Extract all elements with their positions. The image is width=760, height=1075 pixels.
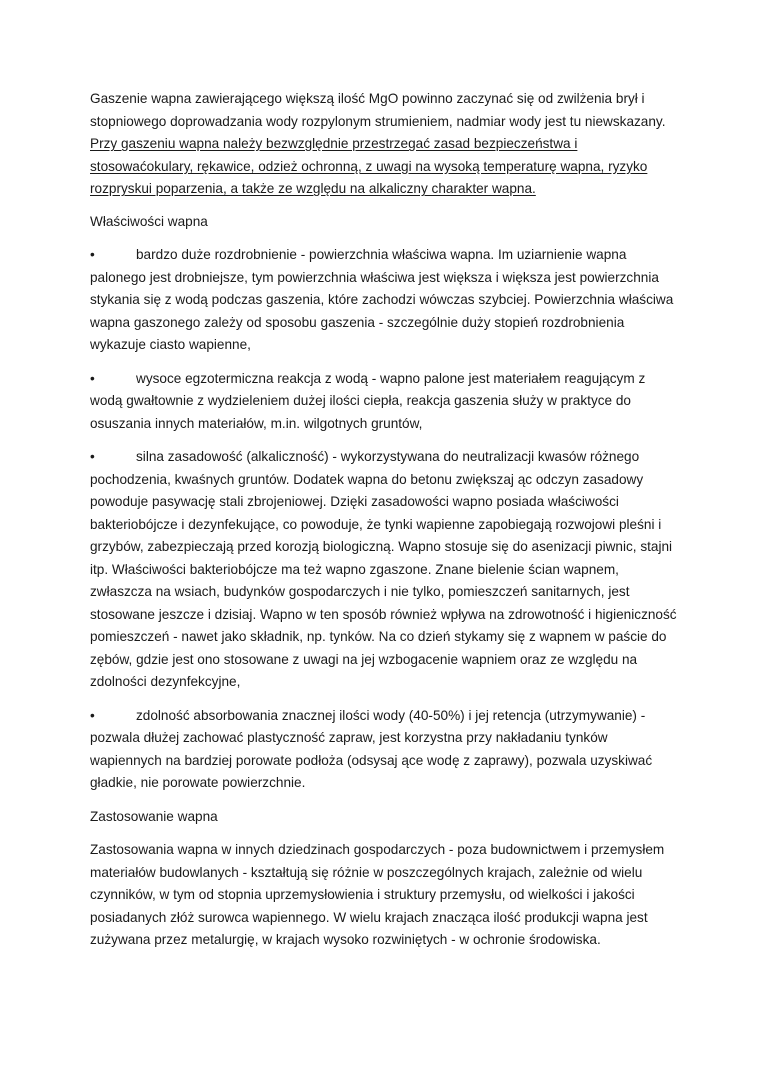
document-page: [90, 88, 680, 952]
bullet-text-3: silna zasadowość (alkaliczność) - wykorzystywana do neutralizacji kwasów różnego pochodzenia, kwaśnych gruntów. Dodatek wapna do betonu zwiększaj ąc odczyn zasadowy powoduje pasywację stali zbrojeniowej. Dzięki zasadowości wapno posiada właściwości bakteriobójcze i dezynfekujące, co powoduje, że tynki wapienne zapobiegają rozwojowi pleśni i grzybów, zabezpieczają przed korozją biologiczną. Wapno stosuje się do asenizacji piwnic, stajni itp. Właściwości bakteriobójcze ma też wapno zgaszone. Znane bielenie ścian wapnem, zwłaszcza na wsiach, budynków gospodarczych i nie tylko, pomieszczeń sanitarnych, jest stosowane jeszcze i dzisiaj. Wapno w ten sposób również wpływa na zdrowotność i higieniczność pomieszczeń - nawet jako składnik, np. tynków. Na co dzień stykamy się z wapnem w paście do zębów, gdzie jest ono stosowane z uwagi na jej wzbogacenie wapniem oraz ze względu na zdolności dezynfekcyjne,: [90, 449, 677, 689]
heading-usage: Zastosowanie wapna: [90, 808, 218, 824]
bullet-item-3: [90, 446, 680, 694]
bullet-marker: •: [90, 707, 95, 723]
intro-paragraph: [90, 88, 680, 201]
intro-text: Gaszenie wapna zawierającego większą ilość MgO powinno zaczynać się od zwilżenia brył i stopniowego doprowadzania wody rozpylonym strumieniem, nadmiar wody jest tu niewskazany.: [90, 91, 666, 129]
usage-paragraph: Zastosowania wapna w innych dziedzinach gospodarczych - poza budownictwem i przemysłem materiałów budowlanych - kształtują się różnie w poszczególnych krajach, zależnie od wielu czynników, w tym od stopnia uprzemysłowienia i struktury przemysłu, od wielkości i jakości posiadanych złóż surowca wapiennego. W wielu krajach znacząca ilość produkcji wapna jest zużywana przez metalurgię, w krajach wysoko rozwiniętych - w ochronie środowiska.: [90, 842, 665, 947]
bullet-item-2: [90, 368, 680, 436]
bullet-marker: •: [90, 449, 95, 464]
bullet-item-4: [90, 705, 680, 795]
heading-properties: Właściwości wapna: [90, 213, 208, 229]
bullet-text-4: zdolność absorbowania znacznej ilości wody (40-50%) i jej retencja (utrzymywanie) - pozwala dłużej zachować plastyczność zapraw, jest korzystna przy nakładaniu tynków wapiennych na bardziej porowate podłoża (odsysaj ące wodę z zaprawy), pozwala uzyskiwać gładkie, nie porowate powierzchnie.: [90, 707, 653, 790]
safety-warning-text: Przy gaszeniu wapna należy bezwzględnie przestrzegać zasad bezpieczeństwa i stosowaćokulary, rękawice, odzież ochronną, z uwagi na wysoką temperaturę wapna, ryzyko rozpryskui poparzenia, a także ze względu na alkaliczny charakter wapna.: [90, 136, 648, 196]
bullet-text-1: bardzo duże rozdrobnienie - powierzchnia właściwa wapna. Im uziarnienie wapna palonego jest drobniejsze, tym powierzchnia właściwa jest większa i większa jest powierzchnia stykania się z wodą podczas gaszenia, które zachodzi wówczas szybciej. Powierzchnia właściwa wapna gaszonego zależy od sposobu gaszenia - szczególnie duży stopień rozdrobnienia wykazuje ciasto wapienne,: [90, 247, 674, 352]
bullet-marker: •: [90, 247, 95, 262]
bullet-item-1: [90, 244, 680, 357]
bullet-marker: •: [90, 370, 95, 386]
bullet-text-2: wysoce egzotermiczna reakcja z wodą - wapno palone jest materiałem reagującym z wodą gwałtownie z wydzieleniem dużej ilości ciepła, reakcja gaszenia służy w praktyce do osuszania innych materiałów, m.in. wilgotnych gruntów,: [90, 370, 646, 431]
